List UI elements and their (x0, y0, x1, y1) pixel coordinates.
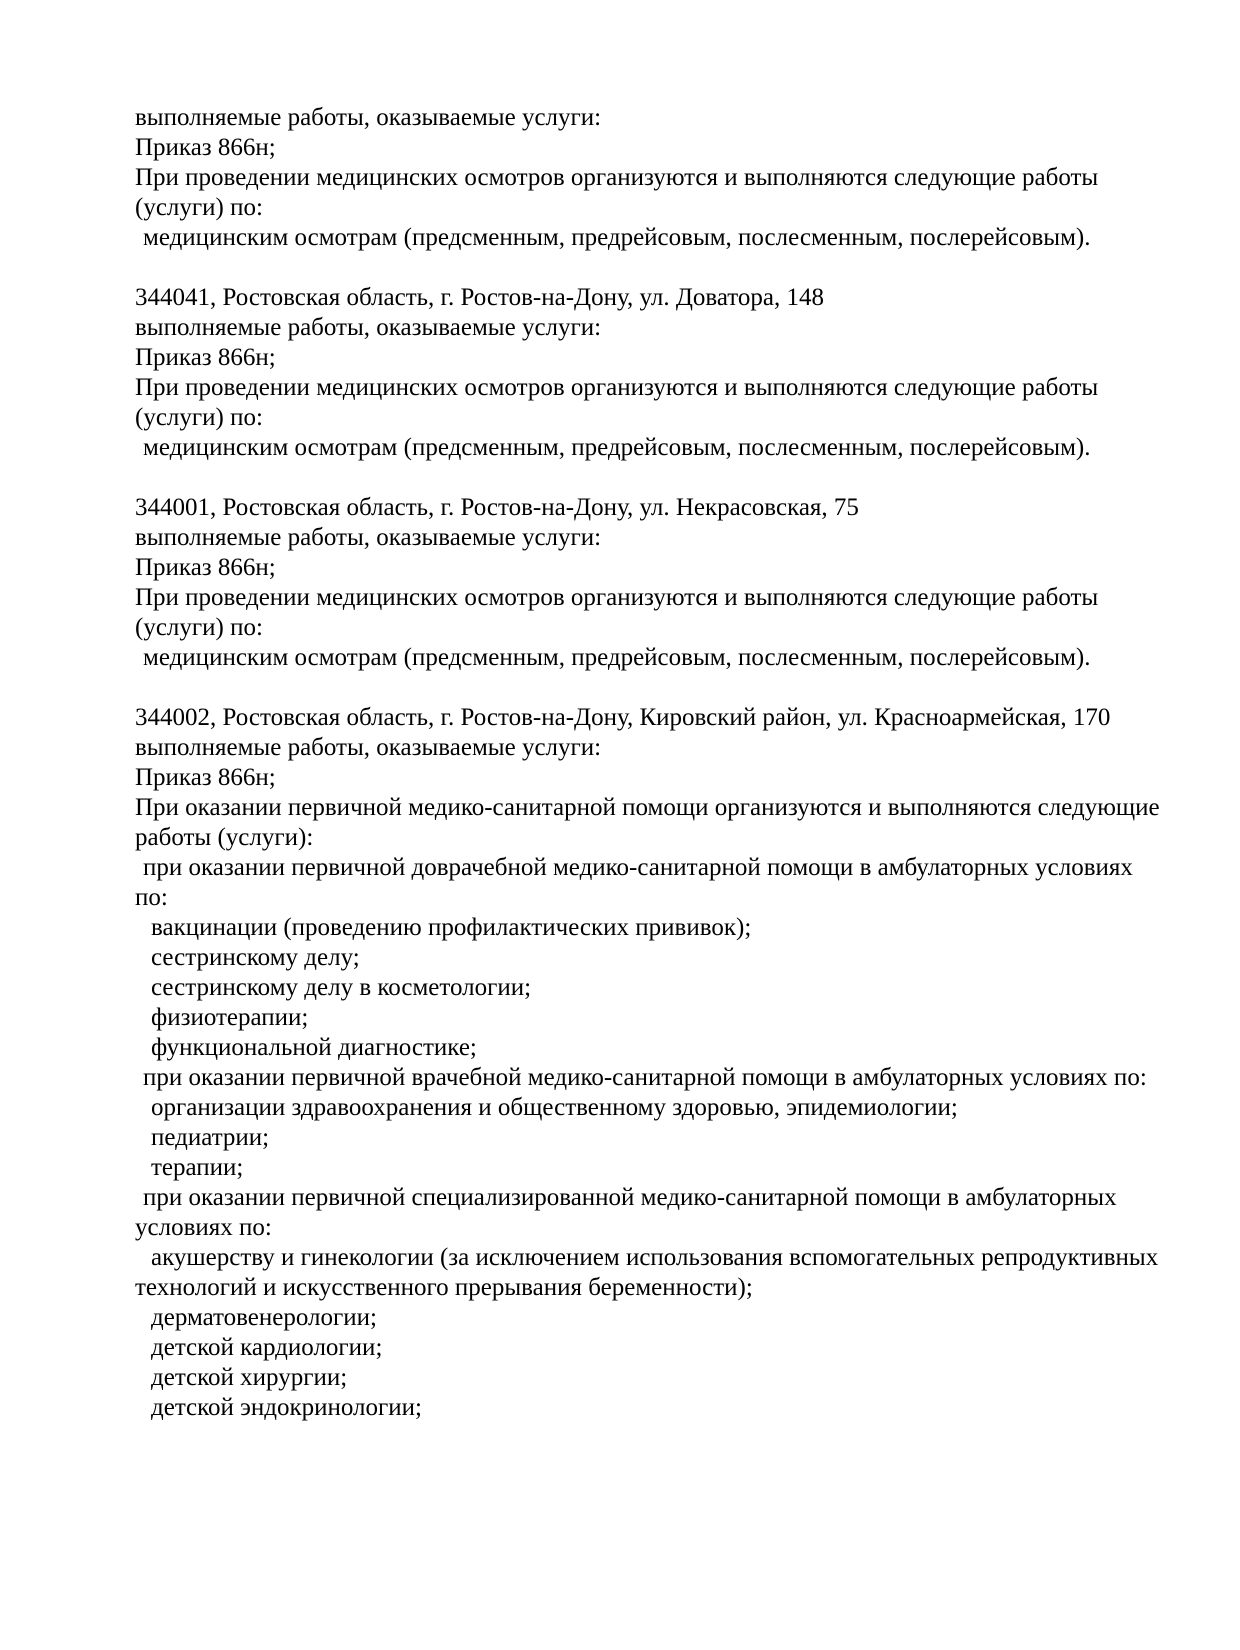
text-line: Приказ 866н; (135, 554, 276, 581)
services-block-continuation (135, 103, 1140, 253)
text-line: (услуги) по: (135, 194, 263, 221)
text-line: При проведении медицинских осмотров организуются и выполняются следующие работы (135, 164, 1099, 191)
text-line: детской кардиологии; (151, 1334, 383, 1361)
text-line: выполняемые работы, оказываемые услуги: (135, 314, 602, 341)
text-line: 344002, Ростовская область, г. Ростов-на-Дону, Кировский район, ул. Красноармейская, 170 (135, 704, 1111, 731)
address-block-344002 (135, 703, 1160, 1423)
text-line: функциональной диагностике; (151, 1034, 477, 1061)
text-line: детской хирургии; (151, 1364, 348, 1391)
text-line: (услуги) по: (135, 404, 263, 431)
text-line: работы (услуги): (135, 824, 314, 851)
text-line: педиатрии; (151, 1124, 270, 1151)
text-line: выполняемые работы, оказываемые услуги: (135, 734, 602, 761)
text-line: При проведении медицинских осмотров организуются и выполняются следующие работы (135, 584, 1099, 611)
text-line: при оказании первичной специализированной медико-санитарной помощи в амбулаторных (143, 1184, 1117, 1211)
address-block-344041 (135, 283, 1140, 463)
text-line: терапии; (151, 1154, 244, 1181)
text-line: медицинским осмотрам (предсменным, предрейсовым, послесменным, послерейсовым). (143, 644, 1091, 671)
text-line: дерматовенерологии; (151, 1304, 377, 1331)
text-line: 344041, Ростовская область, г. Ростов-на-Дону, ул. Доватора, 148 (135, 284, 824, 311)
text-line: выполняемые работы, оказываемые услуги: (135, 524, 602, 551)
text-line: при оказании первичной доврачебной медико-санитарной помощи в амбулаторных условиях (143, 854, 1133, 881)
text-line: вакцинации (проведению профилактических прививок); (151, 914, 752, 941)
text-line: организации здравоохранения и общественному здоровью, эпидемиологии; (151, 1094, 958, 1121)
text-line: медицинским осмотрам (предсменным, предрейсовым, послесменным, послерейсовым). (143, 434, 1091, 461)
text-line: При проведении медицинских осмотров организуются и выполняются следующие работы (135, 374, 1099, 401)
text-line: Приказ 866н; (135, 764, 276, 791)
text-line: (услуги) по: (135, 614, 263, 641)
text-line: условиях по: (135, 1214, 272, 1241)
text-line: при оказании первичной врачебной медико-санитарной помощи в амбулаторных условиях по: (143, 1064, 1147, 1091)
text-line: детской эндокринологии; (151, 1394, 422, 1421)
text-line: Приказ 866н; (135, 344, 276, 371)
text-line: физиотерапии; (151, 1004, 309, 1031)
text-line: При оказании первичной медико-санитарной помощи организуются и выполняются следующие (135, 794, 1160, 821)
text-line: технологий и искусственного прерывания беременности); (135, 1274, 753, 1301)
text-line: сестринскому делу; (151, 944, 360, 971)
text-line: 344001, Ростовская область, г. Ростов-на-Дону, ул. Некрасовская, 75 (135, 494, 859, 521)
text-line: Приказ 866н; (135, 134, 276, 161)
text-line: медицинским осмотрам (предсменным, предрейсовым, послесменным, послерейсовым). (143, 224, 1091, 251)
text-line: выполняемые работы, оказываемые услуги: (135, 104, 602, 131)
text-line: акушерству и гинекологии (за исключением использования вспомогательных репродуктивных (151, 1244, 1159, 1271)
address-block-344001 (135, 493, 1140, 673)
text-line: сестринскому делу в косметологии; (151, 974, 532, 1001)
text-line: по: (135, 884, 168, 911)
